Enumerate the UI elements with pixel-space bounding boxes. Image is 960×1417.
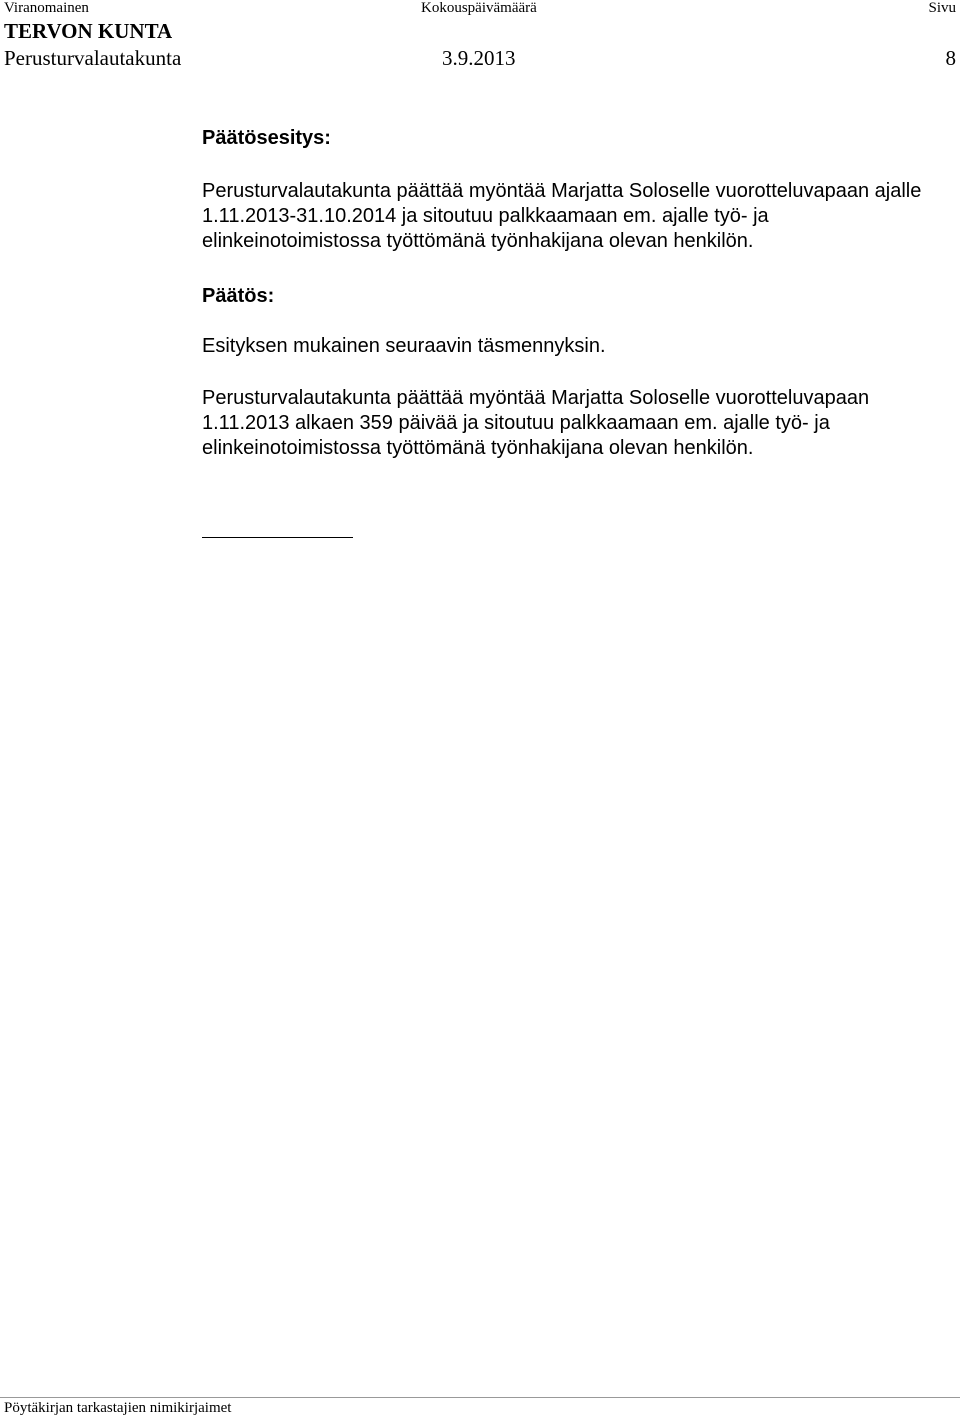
- signature-line: [202, 537, 353, 538]
- footer-signatures-label: Pöytäkirjan tarkastajien nimikirjaimet: [4, 1400, 232, 1416]
- header-page-label: Sivu: [928, 0, 956, 16]
- footer-divider: [0, 1397, 960, 1398]
- header-meeting-date-label: Kokouspäivämäärä: [421, 0, 537, 16]
- page-number: 8: [945, 46, 956, 70]
- header-authority-label: Viranomainen: [4, 0, 89, 16]
- decision-intro: Esityksen mukainen seuraavin täsmennyksin.: [202, 335, 606, 357]
- authority-name: Perusturvalautakunta: [4, 46, 182, 70]
- proposal-heading: Päätösesitys:: [202, 127, 331, 149]
- meeting-date: 3.9.2013: [442, 46, 516, 70]
- decision-text: Perusturvalautakunta päättää myöntää Marjatta Soloselle vuorotteluvapaan 1.11.2013 alkaen 359 päivää ja sitoutuu palkkaamaan em. ajalle työ- ja elinkeinotoimistossa työttömänä työnhakijana olevan henkilön.: [202, 387, 870, 459]
- organization-name: TERVON KUNTA: [4, 19, 173, 43]
- proposal-text: Perusturvalautakunta päättää myöntää Marjatta Soloselle vuorotteluvapaan ajalle 1.11.2013-31.10.2014 ja sitoutuu palkkaamaan em. ajalle työ- ja elinkeinotoimistossa työttömänä työnhakijana olevan henkilön.: [202, 180, 922, 252]
- decision-heading: Päätös:: [202, 285, 275, 307]
